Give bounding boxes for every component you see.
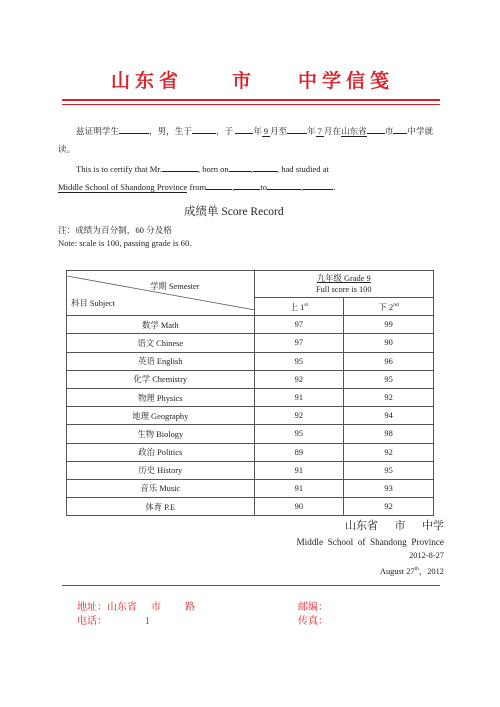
subject-cell: 生物 Biology (67, 425, 255, 443)
cert-text: , born on (197, 164, 229, 174)
cert-text: , (301, 182, 304, 192)
term-1-score: 92 (254, 407, 344, 425)
score-record-title: 成绩单 Score Record (184, 206, 284, 218)
address-label: 地址：山东省 (77, 602, 137, 613)
subject-cell: 英语 English (67, 352, 255, 370)
cert-text: , (232, 182, 235, 192)
cert-text: , had studied at (276, 164, 329, 174)
cert-cn-line1 (76, 125, 433, 137)
blank-en-to-1 (267, 189, 301, 190)
letterhead-rule-thin (62, 104, 440, 105)
score-table (66, 270, 434, 516)
subject-cell: 物理 Physics (67, 388, 255, 406)
table-row (67, 407, 434, 425)
cert-month-end: 7 (317, 126, 322, 136)
cert-en-line1 (76, 164, 329, 174)
term-1-score: 89 (254, 443, 344, 461)
term-2-score: 90 (344, 334, 434, 352)
blank-birth (192, 133, 216, 134)
date-en-text: August 27 (379, 567, 415, 576)
subject-cell: 语文 Chinese (67, 334, 255, 352)
cert-text: , (250, 164, 253, 174)
table-row (67, 352, 434, 370)
blank-en-name (162, 171, 198, 172)
table-header-diagonal-cell (67, 271, 255, 316)
term-1-label: 上 1 (289, 302, 305, 312)
cert-province: 山东省 (340, 126, 367, 136)
signature-cn: 山东省 市 中学 (345, 520, 444, 532)
blank-year-end (287, 133, 307, 134)
blank-school (393, 133, 407, 134)
term-1-score: 90 (254, 498, 344, 516)
letterhead-province: 山东省 (111, 70, 184, 92)
cert-month-start: 9 (263, 126, 269, 136)
term-2-score: 92 (344, 388, 434, 406)
term-1-score: 95 (254, 352, 344, 370)
cert-en-line2 (58, 182, 335, 193)
cert-text: 年 (253, 126, 262, 136)
term-2-sup: nd (393, 301, 399, 308)
table-row (67, 498, 434, 516)
note-cn: 注：成绩为百分制，60 分及格 (58, 225, 172, 235)
term-1-score: 92 (254, 370, 344, 388)
date-numeric: 2012-8-27 (409, 551, 444, 560)
table-row (67, 388, 434, 406)
date-en-sup: th (414, 566, 419, 573)
cert-city: 市 (384, 126, 394, 136)
note-en: Note: scale is 100, passing grade is 60. (58, 238, 192, 248)
cert-text: 中学就 (407, 126, 434, 136)
table-row (67, 479, 434, 497)
signature-en: Middle School of Shandong Province (296, 537, 444, 547)
address-road: 路 (185, 602, 195, 613)
cert-text: 兹证明学生 (76, 126, 119, 136)
phone-value: 1 (145, 616, 150, 627)
term-1-score: 91 (254, 479, 344, 497)
term-2-score: 92 (344, 498, 434, 516)
header-subject: 科目 Subject (71, 299, 115, 309)
blank-name (119, 133, 149, 134)
term-1-score: 97 (254, 316, 344, 334)
cert-text: This is to certify that Mr. (76, 164, 162, 174)
letterhead-rule-thick (62, 99, 440, 101)
term-2-header (344, 298, 434, 316)
subject-cell: 数学 Math (67, 316, 255, 334)
term-1-score: 97 (254, 334, 344, 352)
term-1-sup: st (304, 301, 309, 308)
address-city: 市 (151, 602, 161, 613)
subject-cell: 化学 Chemistry (67, 370, 255, 388)
term-2-label: 下 2 (378, 302, 394, 312)
blank-city (367, 133, 385, 134)
table-row (67, 425, 434, 443)
term-2-score: 99 (344, 316, 434, 334)
term-2-score: 98 (344, 425, 434, 443)
table-row (67, 316, 434, 334)
cert-text: 月至 (269, 126, 288, 136)
table-row (67, 443, 434, 461)
blank-year-start (235, 133, 253, 134)
cert-text: 月在 (323, 126, 341, 136)
full-score: Full score is 100 (315, 285, 372, 294)
cert-cn-line2: 读。 (58, 144, 76, 154)
footer-rule (62, 585, 440, 586)
date-english (380, 565, 444, 577)
score-rows (67, 316, 434, 516)
cert-text: 年 (307, 126, 316, 136)
cert-text: ，男，生于 (148, 126, 192, 136)
term-2-score: 94 (344, 407, 434, 425)
subject-cell: 历史 History (67, 461, 255, 479)
term-2-score: 95 (344, 370, 434, 388)
diagonal-header (67, 276, 254, 310)
cert-en-school: Middle School of Shandong Province (58, 182, 188, 192)
cert-text: . (333, 182, 336, 192)
cert-text: from (189, 182, 207, 192)
term-2-score: 96 (344, 352, 434, 370)
term-1-header (254, 298, 344, 316)
term-2-score: 92 (344, 443, 434, 461)
term-1-score: 91 (254, 388, 344, 406)
term-2-score: 95 (344, 461, 434, 479)
table-row (67, 370, 434, 388)
term-2-score: 93 (344, 479, 434, 497)
phone-label: 电话： (77, 616, 107, 627)
subject-cell: 音乐 Music (67, 479, 255, 497)
date-en-year: ，2012 (418, 567, 444, 576)
subject-cell: 政治 Politics (67, 443, 255, 461)
footer-postcode: 邮编： (298, 602, 328, 613)
subject-cell: 地理 Geography (67, 407, 255, 425)
header-semester: 学期 Semester (150, 282, 200, 292)
table-row (67, 334, 434, 352)
letterhead-school: 中学信笺 (298, 70, 395, 92)
cert-text: ，于 (215, 126, 234, 136)
term-1-score: 91 (254, 461, 344, 479)
cert-text: to (260, 182, 268, 192)
letterhead-city: 市 (232, 70, 257, 92)
blank-en-from-1 (206, 189, 232, 190)
term-1-score: 95 (254, 425, 344, 443)
blank-en-birth-1 (229, 171, 251, 172)
footer-fax: 传真： (298, 616, 328, 627)
table-row (67, 461, 434, 479)
blank-en-from-2 (234, 189, 260, 190)
subject-cell: 体育 P.E (67, 498, 255, 516)
footer-phone (77, 612, 150, 627)
grade-header (254, 271, 434, 298)
footer-address (77, 598, 195, 613)
grade-label: 九年级 Grade 9 (316, 274, 371, 283)
blank-en-birth-2 (253, 171, 277, 172)
blank-en-to-2 (303, 189, 333, 190)
